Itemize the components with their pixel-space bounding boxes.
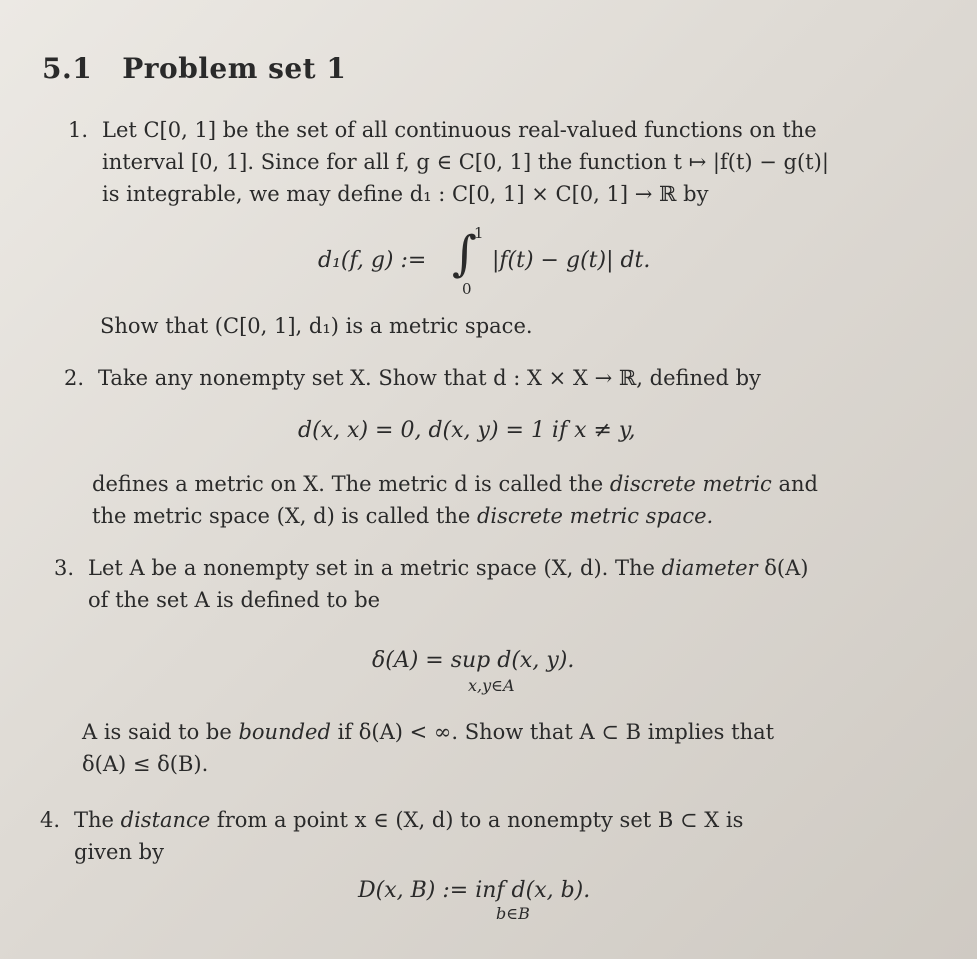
problem-2-line-3a: the metric space (X, d) is called the [92,504,477,528]
problem-3-formula: δ(A) = sup d(x, y). [372,648,575,673]
section-heading [42,52,346,85]
problem-3-line-3b: if δ(A) < ∞. Show that A ⊂ B implies that [330,720,775,744]
problem-2-formula: d(x, x) = 0, d(x, y) = 1 if x ≠ y, [298,418,636,443]
term-distance: distance [120,808,211,832]
problem-4 [40,804,743,868]
problem-3-line-1b: δ(A) [757,556,809,580]
problem-2-line-1: Take any nonempty set X. Show that d : X × X → ℝ, defined by [98,366,761,390]
problem-2-number: 2. [64,366,85,390]
problem-1-number: 1. [68,118,89,142]
integral-sign: ∫ [452,226,478,282]
term-discrete-metric: discrete metric [609,472,772,496]
problem-2-line-2b: and [771,472,818,496]
integral-upper-limit: 1 [474,224,484,242]
problem-3-line-4: δ(A) ≤ δ(B). [82,752,209,776]
problem-3-line-2: of the set A is defined to be [88,588,381,612]
problem-4-line-2: given by [74,840,164,864]
section-number: 5.1 [42,52,93,85]
integral-lower-limit: 0 [462,280,472,298]
problem-3-text [82,716,774,780]
problem-1-formula-lhs: d₁(f, g) := [318,248,427,273]
problem-1-line-3: is integrable, we may define d₁ : C[0, 1] × C[0, 1] → ℝ by [102,182,709,206]
problem-2-text [92,468,818,532]
problem-3 [54,552,808,616]
term-discrete-metric-space: discrete metric space. [476,504,714,528]
problem-4-line-1a: The [74,808,121,832]
problem-4-formula-subscript: b∈B [496,904,530,923]
problem-4-line-1b: from a point x ∈ (X, d) to a nonempty set B ⊂ X is [210,808,744,832]
problem-3-line-1a: Let A be a nonempty set in a metric space (X, d). The [88,556,662,580]
problem-3-number: 3. [54,556,75,580]
problem-3-formula-subscript: x,y∈A [468,676,515,695]
problem-1-formula-rhs: |f(t) − g(t)| dt. [492,248,651,273]
problem-4-number: 4. [40,808,61,832]
problem-2 [64,362,761,394]
problem-1-closing: Show that (C[0, 1], d₁) is a metric space. [100,314,533,338]
problem-1-line-2: interval [0, 1]. Since for all f, g ∈ C[0, 1] the function t ↦ |f(t) − g(t)| [102,150,829,174]
problem-4-formula: D(x, B) := inf d(x, b). [358,878,591,903]
term-bounded: bounded [238,720,331,744]
problem-2-line-2a: defines a metric on X. The metric d is called the [92,472,610,496]
problem-1 [68,114,829,210]
section-title: Problem set 1 [122,52,347,85]
problem-3-line-3a: A is said to be [82,720,239,744]
problem-1-line-1: Let C[0, 1] be the set of all continuous real-valued functions on the [102,118,817,142]
term-diameter: diameter [661,556,758,580]
